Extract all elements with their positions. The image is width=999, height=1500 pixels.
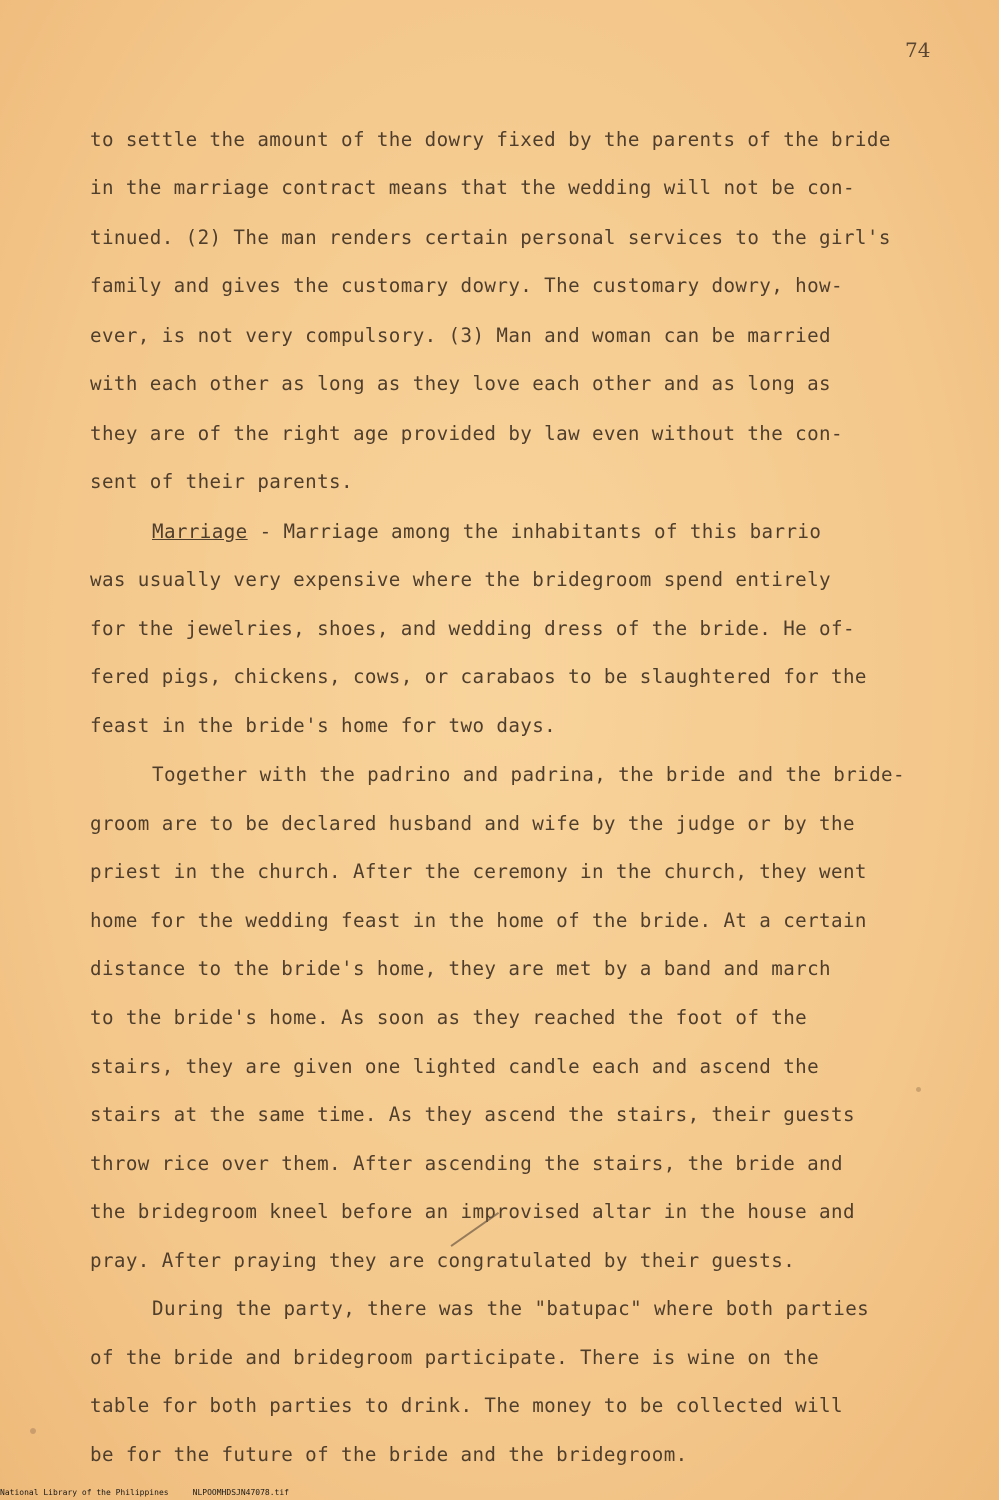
text-line: of the bride and bridegroom participate. There is wine on the [90,1346,820,1369]
text-line: feast in the bride's home for two days. [90,714,557,737]
text-line: distance to the bride's home, they are met by a band and march [90,957,832,980]
text-line: priest in the church. After the ceremony in the church, they went [90,860,867,883]
section-heading: Marriage [152,520,248,543]
text-line: home for the wedding feast in the home of the bride. At a certain [90,909,867,932]
text-line: the bridegroom kneel before an improvised altar in the house and [90,1200,855,1223]
text-line: be for the future of the bride and the bridegroom. [90,1443,688,1466]
text-line: to settle the amount of the dowry fixed by the parents of the bride [90,128,891,151]
text-line: Together with the padrino and padrina, the bride and the bride- [152,763,905,786]
text-line: was usually very expensive where the bridegroom spend entirely [90,568,832,591]
text-line: tinued. (2) The man renders certain personal services to the girl's [90,226,891,249]
text-line: family and gives the customary dowry. The customary dowry, how- [90,274,843,297]
section-heading-line [152,520,821,543]
text-line: for the jewelries, shoes, and wedding dress of the bride. He of- [90,617,855,640]
text-line: throw rice over them. After ascending the stairs, the bride and [90,1152,843,1175]
text-line: table for both parties to drink. The money to be collected will [90,1394,843,1417]
text-line: to the bride's home. As soon as they reached the foot of the [90,1006,808,1029]
text-line: sent of their parents. [90,470,353,493]
text-line: ever, is not very compulsory. (3) Man and woman can be married [90,324,832,347]
text-line: groom are to be declared husband and wife by the judge or by the [90,812,855,835]
text-line: During the party, there was the "batupac" where both parties [152,1297,870,1320]
text-line: they are of the right age provided by law even without the con- [90,422,843,445]
text-line: fered pigs, chickens, cows, or carabaos to be slaughtered for the [90,665,867,688]
text-line: pray. After praying they are congratulated by their guests. [90,1249,796,1272]
text-line: with each other as long as they love each other and as long as [90,372,832,395]
page-number: 74 [905,38,931,62]
paper-speck [30,1428,36,1434]
text-line: stairs at the same time. As they ascend the stairs, their guests [90,1103,855,1126]
paper-speck [916,1087,921,1092]
scan-footer: National Library of the Philippines NLPOOMHDSJN47078.tif [0,1488,289,1497]
heading-line-rest: - Marriage among the inhabitants of this barrio [247,520,822,543]
text-line: stairs, they are given one lighted candle each and ascend the [90,1055,820,1078]
text-line: in the marriage contract means that the wedding will not be con- [90,176,855,199]
